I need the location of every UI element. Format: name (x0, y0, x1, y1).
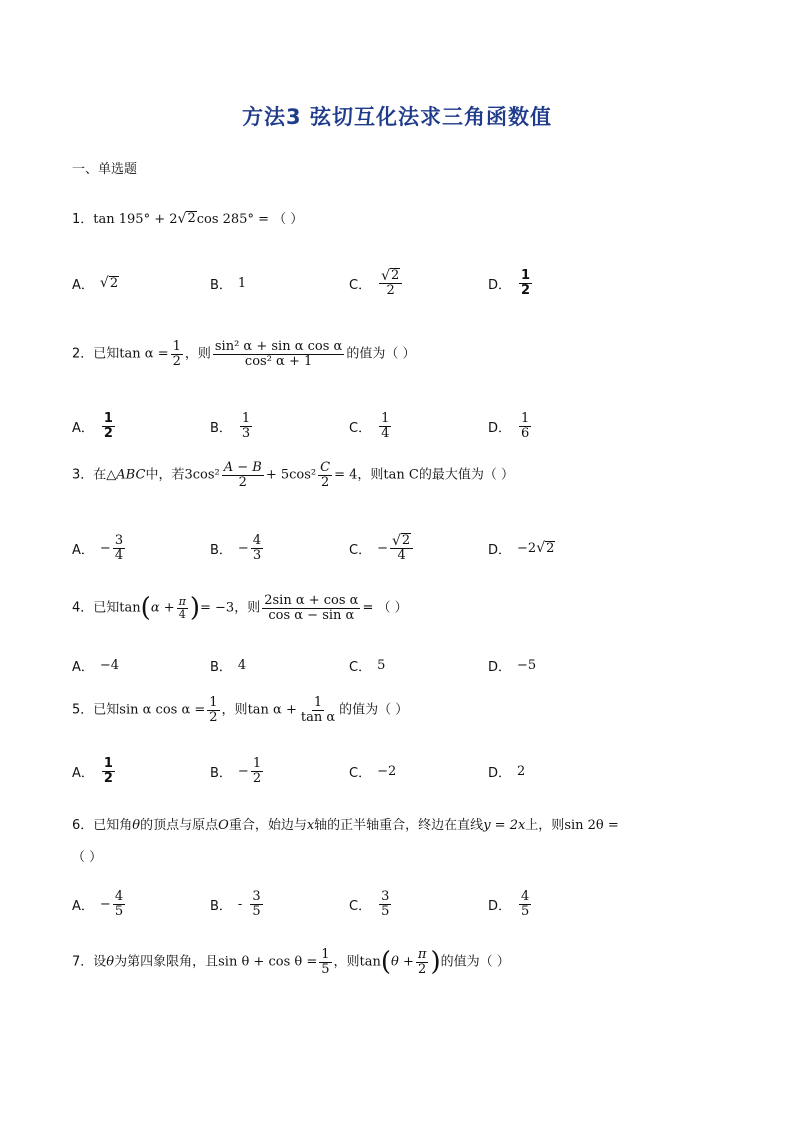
option-b[interactable]: B． - $\frac{3}{5}$ (210, 888, 261, 919)
sqrt-symbol: √ 2 (177, 211, 196, 227)
options-q3 (72, 526, 722, 570)
option-b[interactable]: B． − $\frac{4}{3}$ (210, 532, 262, 563)
section-heading: 一、单选题 (72, 162, 138, 177)
option-a[interactable]: A． √ 2 (72, 275, 119, 293)
option-c[interactable]: C． 5 (349, 657, 386, 675)
question-1: 1．tan 195° + 2 √ 2 cos 285° = （ ） (72, 211, 304, 227)
option-b[interactable]: B． 1 (210, 275, 247, 293)
option-d[interactable]: D． $\frac{1}{6}$ (488, 410, 530, 441)
option-d[interactable]: D． −5 (488, 657, 537, 675)
option-b[interactable]: B． 4 (210, 657, 247, 675)
options-q6 (72, 882, 722, 926)
option-c[interactable]: C． $\frac{1}{4}$ (349, 410, 390, 441)
option-c[interactable]: C． − √ 2 4 (349, 526, 415, 570)
option-a[interactable]: A． −4 (72, 657, 120, 675)
option-a[interactable]: A． − $\frac{3}{4}$ (72, 532, 124, 563)
option-d[interactable]: D． 2 (488, 763, 526, 781)
question-6-continued: （ ） (72, 850, 103, 865)
option-a[interactable]: A． − $\frac{4}{5}$ (72, 888, 124, 919)
options-q5 (72, 749, 722, 793)
option-c[interactable]: C． −2 (349, 763, 397, 781)
option-a[interactable]: A． $\frac{1}{2}$ (72, 755, 113, 786)
question-3: 3．在△ABC中，若3cos² $\frac{A - B}{2}$ + 5cos² $\frac{C}{2}$ = 4，则tan C的最大值为（ ） (72, 460, 514, 490)
page-title: 方法3 弦切互化法求三角函数值 (242, 105, 552, 129)
options-q1 (72, 261, 722, 305)
question-5: 5．已知sin α cos α = $\frac{1}{2}$ ，则tan α + $\frac{1}{\text{tan α}}$ 的值为（ ） (72, 695, 409, 725)
option-b[interactable]: B． $\frac{1}{3}$ (210, 410, 251, 441)
option-d[interactable]: D． −2 √ 2 (488, 540, 555, 558)
option-d[interactable]: D． $\frac{4}{5}$ (488, 888, 530, 919)
option-a[interactable]: A． $\frac{1}{2}$ (72, 410, 113, 441)
option-c[interactable]: C． $\frac{3}{5}$ (349, 888, 390, 919)
question-7: 7．设θ为第四象限角，且sin θ + cos θ = $\frac{1}{5}$ ，则tan(θ + $\frac{\pi}{2}$ )的值为（ ） (72, 947, 510, 978)
question-2: 2．已知tan α = $\frac{1}{2}$ ，则 $\frac{\text{sin² α + sin α cos α}}{\text{cos² α + 1}}$ 的值为（ ） (72, 339, 416, 369)
options-q4 (72, 643, 722, 687)
options-q2 (72, 404, 722, 448)
option-c[interactable]: C． √ 2 2 (349, 261, 404, 305)
question-4: 4．已知tan(α + $\frac{\pi}{4}$ )= −3，则 $\frac{\text{2sin α + cos α}}{\text{cos α − sin α}}$ = （ ） (72, 593, 408, 624)
question-6: 6．已知角θ的顶点与原点O重合，始边与x轴的正半轴重合，终边在直线y = 2x上，则sin 2θ = (72, 818, 619, 833)
option-b[interactable]: B． − $\frac{1}{2}$ (210, 755, 262, 786)
option-d[interactable]: D． $\frac{1}{2}$ (488, 267, 531, 298)
